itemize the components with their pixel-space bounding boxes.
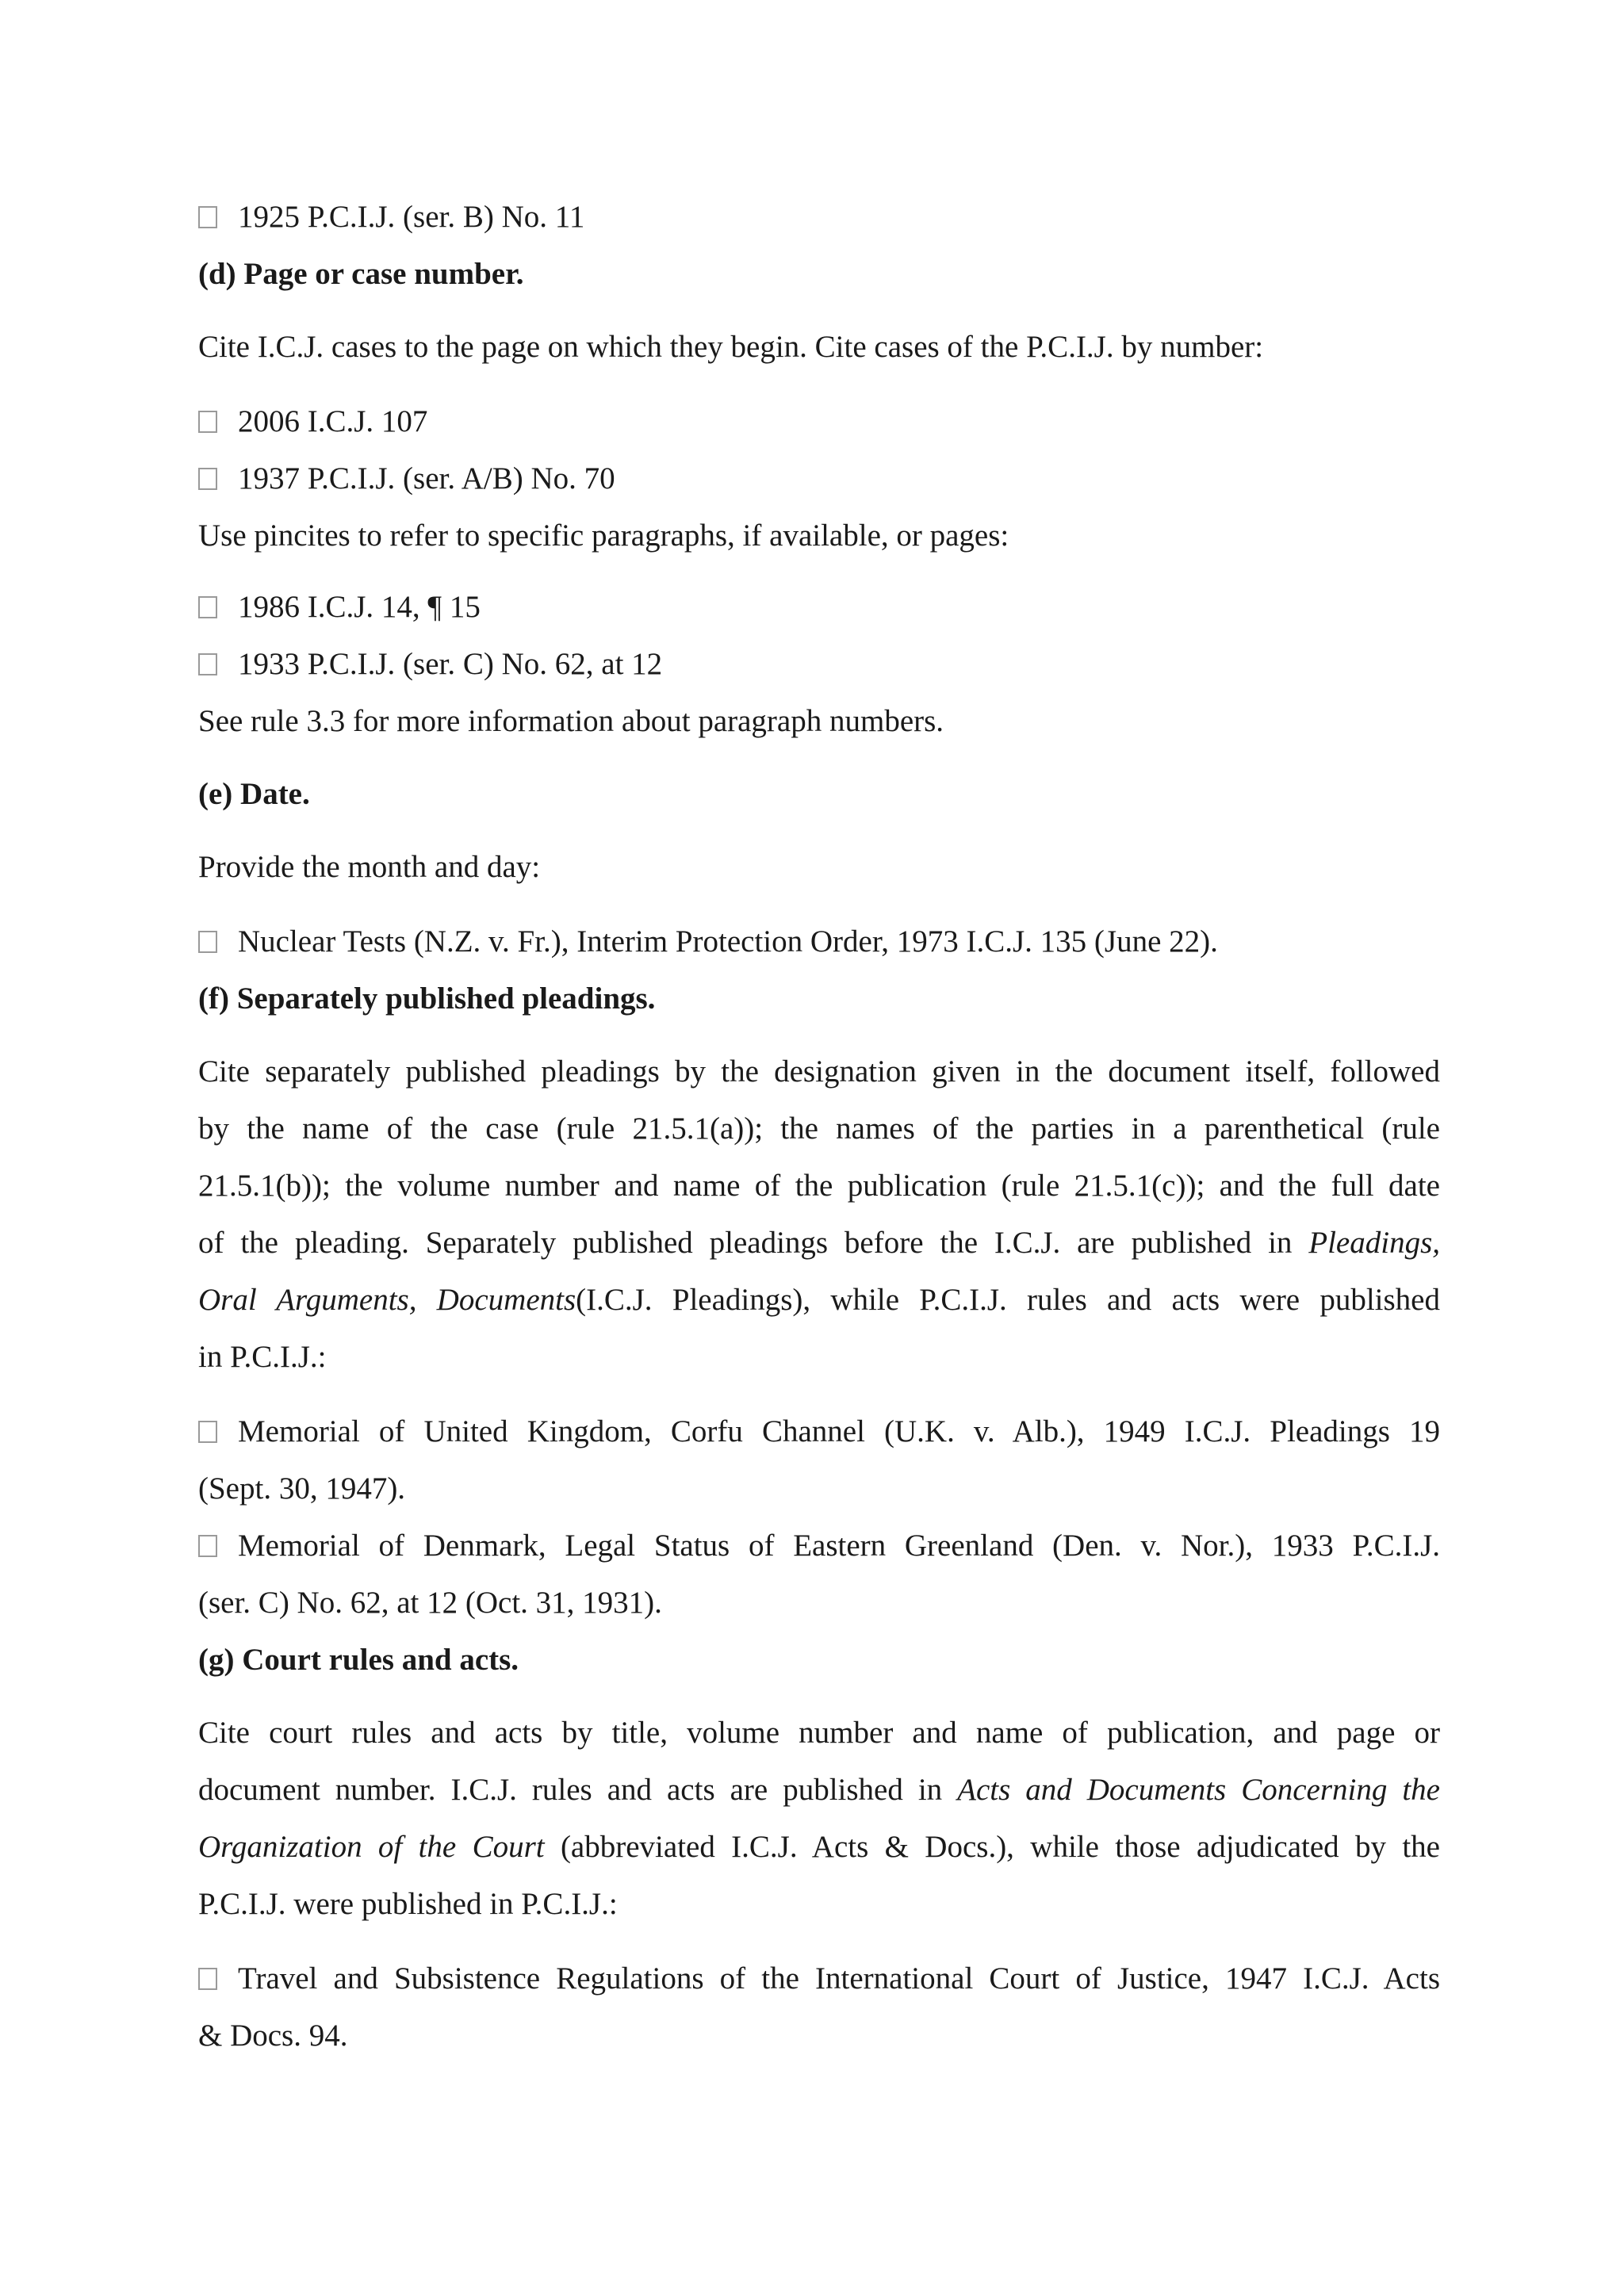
example-travel-regulations-line-1: Travel and Subsistence Regulations of the International Court of Justice, 1947 I.C.J. Acts	[198, 1958, 1440, 1999]
bullet-box-icon	[198, 653, 217, 675]
paragraph-e-intro: Provide the month and day:	[198, 850, 541, 884]
heading-court-rules-and-acts: (g) Court rules and acts.	[198, 1643, 519, 1677]
paragraph-g-line-4: P.C.I.J. were published in P.C.I.J.:	[198, 1887, 618, 1921]
example-eastern-greenland-line-1: Memorial of Denmark, Legal Status of Eastern Greenland (Den. v. Nor.), 1933 P.C.I.J.	[198, 1525, 1440, 1567]
paragraph-f-line-2: by the name of the case (rule 21.5.1(a)); the names of the parties in a parenthetical (rule	[198, 1112, 1440, 1146]
example-1933: 1933 P.C.I.J. (ser. C) No. 62, at 12	[198, 644, 662, 685]
paragraph-f-line-6: in P.C.I.J.:	[198, 1340, 327, 1374]
paragraph-g-line-3: Organization of the Court (abbreviated I.C.J. Acts & Docs.), while those adjudicated by the	[198, 1830, 1440, 1864]
example-corfu-channel-line-2: (Sept. 30, 1947).	[198, 1471, 406, 1506]
heading-page-or-case-number: (d) Page or case number.	[198, 257, 524, 291]
example-eastern-greenland-line-2: (ser. C) No. 62, at 12 (Oct. 31, 1931).	[198, 1586, 662, 1620]
bullet-box-icon	[198, 411, 217, 433]
example-1986: 1986 I.C.J. 14, ¶ 15	[198, 587, 481, 628]
example-nuclear-tests: Nuclear Tests (N.Z. v. Fr.), Interim Protection Order, 1973 I.C.J. 135 (June 22).	[198, 921, 1218, 962]
paragraph-g-line-1: Cite court rules and acts by title, volume number and name of publication, and page or	[198, 1716, 1440, 1750]
paragraph-f-line-3: 21.5.1(b)); the volume number and name of the publication (rule 21.5.1(c)); and the full date	[198, 1169, 1440, 1203]
paragraph-see-rule: See rule 3.3 for more information about paragraph numbers.	[198, 704, 944, 738]
paragraph-f-line-5: Oral Arguments, Documents(I.C.J. Pleadings), while P.C.I.J. rules and acts were published	[198, 1283, 1440, 1317]
example-2006: 2006 I.C.J. 107	[198, 401, 427, 442]
bullet-box-icon	[198, 1421, 217, 1443]
paragraph-f-line-4: of the pleading. Separately published pleadings before the I.C.J. are published in Pleadings,	[198, 1226, 1440, 1260]
example-1925: 1925 P.C.I.J. (ser. B) No. 11	[198, 197, 584, 238]
bullet-box-icon	[198, 468, 217, 490]
example-travel-regulations-line-2: & Docs. 94.	[198, 2019, 348, 2053]
heading-separately-published-pleadings: (f) Separately published pleadings.	[198, 982, 656, 1016]
example-1937: 1937 P.C.I.J. (ser. A/B) No. 70	[198, 458, 615, 499]
paragraph-g-line-2: document number. I.C.J. rules and acts are published in Acts and Documents Concerning the	[198, 1773, 1440, 1807]
bullet-box-icon	[198, 931, 217, 953]
bullet-box-icon	[198, 596, 217, 618]
example-corfu-channel-line-1: Memorial of United Kingdom, Corfu Channel (U.K. v. Alb.), 1949 I.C.J. Pleadings 19	[198, 1411, 1440, 1452]
bullet-box-icon	[198, 1968, 217, 1990]
paragraph-pincites: Use pincites to refer to specific paragraphs, if available, or pages:	[198, 519, 1009, 553]
bullet-box-icon	[198, 206, 217, 228]
bullet-box-icon	[198, 1535, 217, 1557]
paragraph-d-intro: Cite I.C.J. cases to the page on which they begin. Cite cases of the P.C.I.J. by number:	[198, 330, 1264, 364]
paragraph-f-line-1: Cite separately published pleadings by the designation given in the document itself, followed	[198, 1054, 1440, 1089]
heading-date: (e) Date.	[198, 777, 310, 811]
